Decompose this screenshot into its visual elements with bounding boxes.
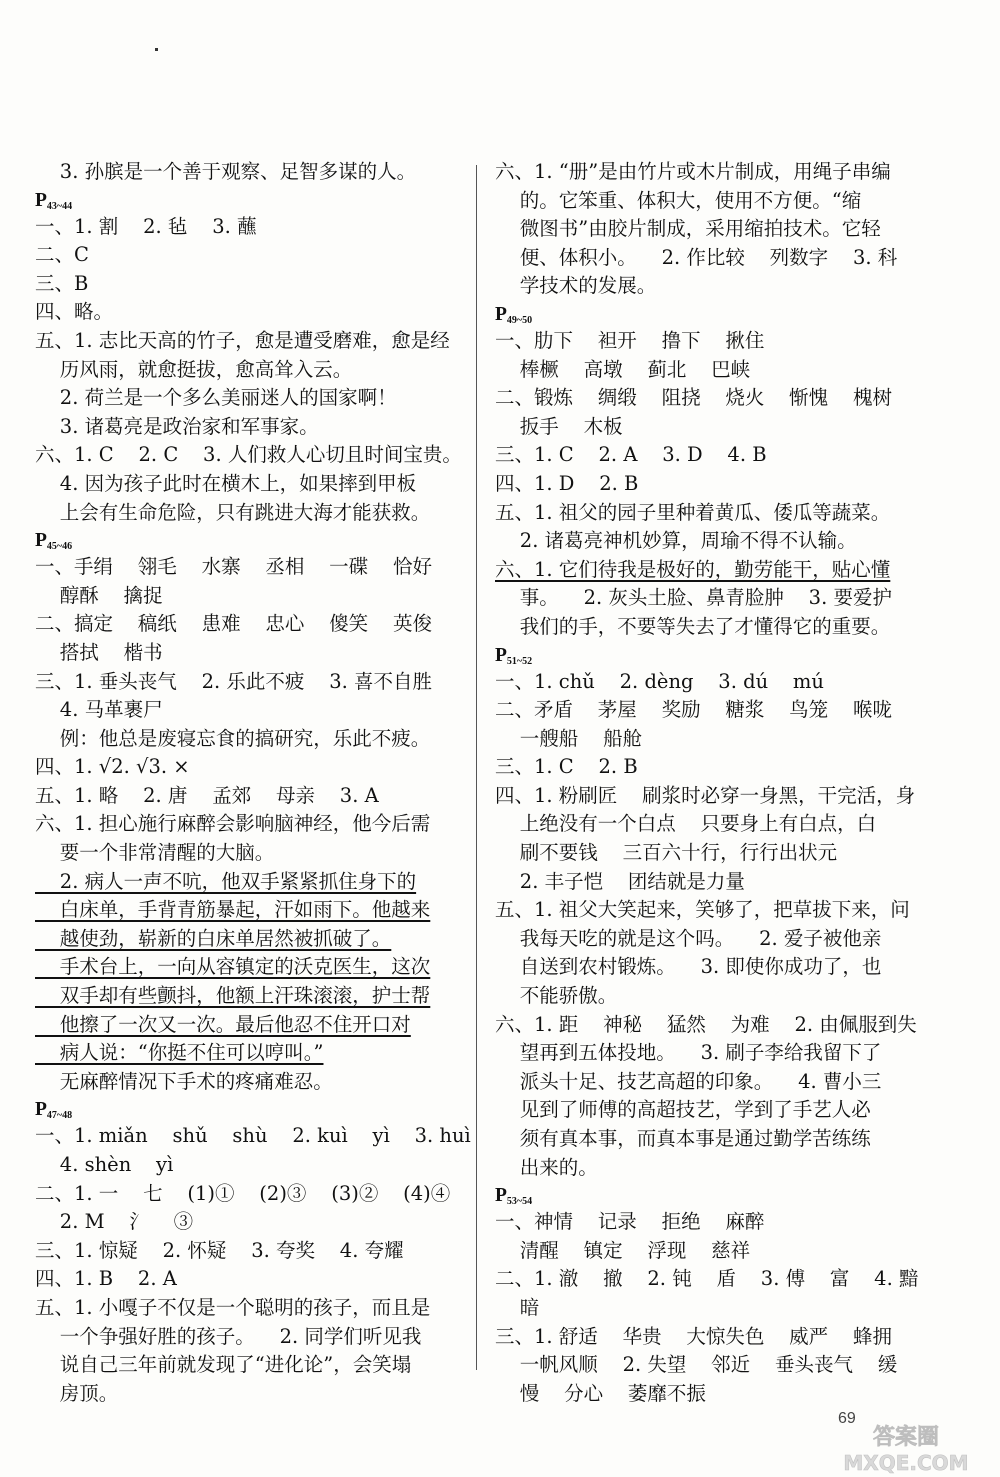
answer-line: [35, 1011, 460, 1040]
answer-text: 我每天吃的就是这个吗。 2. 爱子被他亲: [495, 926, 882, 950]
answer-line: [35, 1294, 460, 1323]
page-number: 69: [838, 1410, 856, 1427]
answer-line: [35, 610, 460, 639]
section-heading: [495, 303, 925, 327]
heading-page-range: 49~50: [506, 314, 533, 326]
answer-text: 五、1. 志比天高的竹子，愈是遭受磨难，愈是经: [35, 328, 450, 352]
answer-text: 越使劲，崭新的白床单居然被抓破了。: [35, 926, 392, 950]
answer-line: [35, 753, 460, 782]
answer-text: 二、1. 一 七 (1)① (2)③ (3)② (4)④: [35, 1181, 451, 1205]
answer-text: 4. 因为孩子此时在横木上，如果摔到甲板: [35, 471, 417, 495]
answer-line: [35, 327, 460, 356]
answer-text: 五、1. 祖父大笑起来，笑够了，把草拔下来，问: [495, 898, 910, 922]
column-divider: [476, 165, 477, 1370]
answer-text: 房顶。: [35, 1381, 119, 1405]
answer-line: [35, 810, 460, 839]
stray-dot: [155, 48, 158, 51]
heading-p: P: [35, 530, 47, 552]
answer-line: [35, 896, 460, 925]
answer-text: 一帆风顺 2. 失望 邻近 垂头丧气 缓: [495, 1353, 898, 1377]
answer-text: 要一个非常清醒的大脑。: [35, 841, 275, 865]
answer-line: [35, 213, 460, 242]
answer-line: [495, 187, 925, 216]
answer-text: 五、1. 略 2. 唐 孟郊 母亲 3. A: [35, 783, 379, 807]
answer-line: [495, 696, 925, 725]
answer-line: [495, 1125, 925, 1154]
answer-line: [35, 553, 460, 582]
answer-line: [35, 782, 460, 811]
answer-text: 2. 诸葛亮神机妙算，周瑜不得不认输。: [495, 529, 857, 553]
answer-text: 一、手绢 翎毛 水寨 丞相 一碟 恰好: [35, 555, 432, 579]
answer-line: [495, 499, 925, 528]
answer-line: [35, 1122, 471, 1151]
section-heading: [495, 644, 925, 668]
answer-text: 四、1. √2. √3. ×: [35, 755, 190, 779]
answer-text: 六、1. 距 神秘 猛然 为难 2. 由佩服到失: [495, 1012, 917, 1036]
answer-text: 搭拭 楷书: [35, 640, 163, 664]
answer-line: [495, 244, 925, 273]
answer-text: 双手却有些颤抖，他额上汗珠滚滚，护士帮: [35, 984, 431, 1008]
answer-line: [495, 810, 925, 839]
answer-line: [35, 839, 460, 868]
answer-line: [495, 725, 925, 754]
answer-line: [35, 582, 460, 611]
answer-line: [495, 953, 925, 982]
answer-line: [35, 982, 460, 1011]
answer-line: [495, 327, 925, 356]
answer-text: 刷不要钱 三百六十行，行行出状元: [495, 841, 838, 865]
answer-text: 例：他总是废寝忘食的搞研究，乐此不疲。: [35, 726, 431, 750]
answer-line: [495, 782, 925, 811]
answer-line: [495, 1237, 925, 1266]
heading-page-range: 53~54: [506, 1196, 533, 1208]
answer-text: 三、1. 惊疑 2. 怀疑 3. 夸奖 4. 夸耀: [35, 1238, 404, 1262]
left-column: [35, 158, 471, 1408]
heading-p: P: [35, 189, 47, 211]
answer-text: 3. 孙膑是一个善于观察、足智多谋的人。: [35, 160, 417, 183]
answer-text: 扳手 木板: [495, 414, 623, 438]
answer-line: [35, 413, 460, 442]
watermark-logo: [820, 1420, 992, 1475]
answer-line: [495, 1011, 925, 1040]
answer-text: 五、1. 祖父的园子里种着黄瓜、倭瓜等蔬菜。: [495, 500, 891, 524]
answer-line: [35, 1039, 460, 1068]
section-heading: [35, 189, 460, 213]
answer-text: 病人说：“你挺不住可以哼叫。”: [35, 1041, 324, 1065]
answer-line: [495, 868, 925, 897]
answer-text: 棒橛 高墩 蓟北 巴峡: [495, 357, 751, 381]
answer-line: [35, 499, 460, 528]
answer-text: 六、1. 担心施行麻醉会影响脑神经，他今后需: [35, 812, 431, 836]
answer-text: 三、1. 垂头丧气 2. 乐此不疲 3. 喜不自胜: [35, 669, 432, 693]
answer-line: [495, 441, 925, 470]
section-heading: [35, 529, 460, 553]
heading-p: P: [495, 644, 507, 666]
answer-line: [495, 896, 925, 925]
answer-text: 2. 丰子恺 团结就是力量: [495, 869, 745, 893]
answer-text: 的。它笨重、体积大，使用不方便。“缩: [495, 188, 862, 212]
answer-text: 醇酥 擒捉: [35, 583, 163, 607]
heading-p: P: [35, 1099, 47, 1121]
answer-text: 一艘船 船舱: [495, 726, 643, 750]
answer-line: [495, 839, 925, 868]
answer-text: 事。 2. 灰头土脸、鼻青脸肿 3. 要爱护: [495, 586, 892, 610]
answer-line: [495, 1351, 925, 1380]
answer-line: [495, 668, 925, 697]
answer-line: [495, 1380, 925, 1409]
answer-text: 四、1. 粉刷匠 刷浆时必穿一身黑，干完活，身: [495, 783, 916, 807]
answer-line: [495, 1208, 925, 1237]
answer-line: [35, 1068, 460, 1097]
answer-line: [35, 668, 460, 697]
answer-line: [35, 953, 460, 982]
answer-text: 四、1. B 2. A: [35, 1267, 177, 1291]
answer-line: [35, 298, 460, 327]
answer-line: [35, 1151, 460, 1180]
answer-text: 一、1. miǎn shǔ shù 2. kuì yì 3. huì: [35, 1124, 471, 1148]
answer-line: [35, 925, 460, 954]
answer-line: [495, 925, 925, 954]
answer-line: [35, 241, 460, 270]
answer-text: 他擦了一次又一次。最后他忍不住开口对: [35, 1012, 411, 1036]
answer-line: [35, 384, 460, 413]
answer-text: 二、锻炼 绸缎 阻挠 烧火 惭愧 槐树: [495, 386, 892, 410]
answer-line: [35, 1380, 460, 1409]
answer-line: [495, 613, 925, 642]
answer-line: [35, 1351, 460, 1380]
answer-line: [35, 1208, 460, 1237]
answer-line: [495, 1068, 925, 1097]
answer-line: [495, 470, 925, 499]
answer-text: 暗: [495, 1295, 540, 1319]
answer-line: [35, 356, 460, 385]
answer-text: 3. 诸葛亮是政治家和军事家。: [35, 414, 319, 438]
answer-text: 望再到五体投地。 3. 刷子李给我留下了: [495, 1041, 882, 1065]
answer-text: 六、1. “册”是由竹片或木片制成，用绳子串编: [495, 160, 891, 183]
answer-text: 三、1. 舒适 华贵 大惊失色 威严 蜂拥: [495, 1324, 892, 1348]
answer-text: 2. M 氵 ③: [35, 1210, 194, 1234]
answer-text: 上会有生命危险，只有跳进大海才能获救。: [35, 500, 431, 524]
answer-line: [35, 441, 460, 470]
answer-text: 四、略。: [35, 300, 114, 324]
watermark-bottom: MXQE.COM: [843, 1451, 969, 1475]
right-column: [495, 158, 925, 1408]
answer-line: [495, 1096, 925, 1125]
answer-line: [35, 158, 460, 187]
answer-line: [35, 1180, 460, 1209]
answer-text: 历风雨，就愈挺拔，愈高耸入云。: [35, 357, 353, 381]
answer-line: [495, 982, 925, 1011]
answer-text: 二、矛盾 茅屋 奖励 糖浆 鸟笼 喉咙: [495, 698, 892, 722]
answer-text: 2. 荷兰是一个多么美丽迷人的国家啊！: [35, 386, 397, 410]
answer-text: 二、1. 澈 撤 2. 钝 盾 3. 傅 富 4. 黯: [495, 1267, 919, 1291]
answer-text: 派头十足、技艺高超的印象。 4. 曹小三: [495, 1069, 882, 1093]
answer-text: 我们的手，不要等失去了才懂得它的重要。: [495, 614, 891, 638]
answer-text: 说自己三年前就发现了“进化论”，会笑塌: [35, 1353, 412, 1377]
section-heading: [35, 1098, 460, 1122]
answer-text: 三、1. C 2. A 3. D 4. B: [495, 443, 767, 467]
answer-line: [35, 696, 460, 725]
answer-text: 四、1. D 2. B: [495, 471, 639, 495]
answer-line: [495, 215, 925, 244]
answer-line: [495, 584, 925, 613]
answer-line: [495, 1294, 925, 1323]
answer-line: [495, 1039, 925, 1068]
answer-line: [495, 556, 925, 585]
answer-line: [35, 639, 460, 668]
heading-p: P: [495, 1185, 507, 1207]
answer-line: [35, 470, 460, 499]
answer-line: [495, 1154, 925, 1183]
answer-text: 须有真本事，而真本事是通过勤学苦练练: [495, 1127, 871, 1150]
answer-text: 白床单，手背青筋暴起，汗如雨下。他越来: [35, 898, 431, 922]
answer-line: [495, 1265, 925, 1294]
answer-text: 二、搞定 稿纸 患难 忠心 傻笑 英俊: [35, 612, 432, 636]
answer-text: 一、肋下 袒开 撸下 揪住: [495, 328, 765, 352]
answer-text: 二、C: [35, 243, 89, 267]
heading-page-range: 45~46: [46, 541, 73, 553]
heading-page-range: 51~52: [506, 655, 533, 667]
answer-line: [495, 272, 925, 301]
answer-text: 六、1. 它们待我是极好的，勤劳能干，贴心懂: [495, 557, 891, 581]
answer-line: [495, 413, 925, 442]
answer-text: 六、1. C 2. C 3. 人们救人心切且时间宝贵。: [35, 443, 462, 467]
answer-text: 清醒 镇定 浮现 慈祥: [495, 1238, 751, 1262]
answer-text: 微图书”由胶片制成，采用缩拍技术。它轻: [495, 217, 881, 241]
answer-text: 上绝没有一个白点 只要身上有白点，白: [495, 812, 877, 836]
heading-p: P: [495, 303, 507, 325]
answer-text: 出来的。: [495, 1155, 598, 1179]
answer-text: 自送到农村锻炼。 3. 即使你成功了，也: [495, 955, 882, 979]
answer-text: 便、体积小。 2. 作比较 列数字 3. 科: [495, 245, 898, 269]
answer-text: 五、1. 小嘎子不仅是一个聪明的孩子，而且是: [35, 1295, 431, 1319]
answer-text: 慢 分心 萎靡不振: [495, 1381, 706, 1405]
answer-line: [495, 527, 925, 556]
answer-line: [35, 725, 460, 754]
answer-text: 一、1. 割 2. 毡 3. 蘸: [35, 214, 257, 238]
answer-text: 2. 病人一声不吭，他双手紧紧抓住身下的: [35, 869, 417, 893]
answer-text: 4. shèn yì: [35, 1153, 174, 1176]
section-heading: [495, 1184, 925, 1208]
answer-text: 无麻醉情况下手术的疼痛难忍。: [35, 1069, 333, 1093]
answer-line: [35, 868, 460, 897]
answer-line: [495, 384, 925, 413]
answer-text: 一个争强好胜的孩子。 2. 同学们听见我: [35, 1324, 422, 1348]
answer-line: [35, 270, 460, 299]
answer-text: 见到了师傅的高超技艺，学到了手艺人必: [495, 1098, 871, 1122]
answer-line: [35, 1323, 460, 1352]
answer-line: [495, 158, 925, 187]
answer-text: 一、1. chǔ 2. dèng 3. dú mú: [495, 669, 824, 693]
answer-text: 三、1. C 2. B: [495, 755, 638, 779]
answer-line: [495, 1323, 925, 1352]
heading-page-range: 47~48: [46, 1110, 73, 1122]
answer-text: 手术台上，一向从容镇定的沃克医生，这次: [35, 955, 431, 979]
heading-page-range: 43~44: [46, 200, 73, 212]
answer-text: 4. 马革裹尸: [35, 698, 163, 722]
watermark-top: 答案圈: [872, 1425, 940, 1450]
answer-text: 一、神情 记录 拒绝 麻醉: [495, 1210, 765, 1234]
answer-text: 不能骄傲。: [495, 984, 618, 1008]
answer-line: [35, 1237, 460, 1266]
answer-line: [495, 356, 925, 385]
answer-line: [495, 753, 925, 782]
answer-text: 三、B: [35, 271, 89, 295]
answer-text: 学技术的发展。: [495, 274, 657, 298]
answer-line: [35, 1265, 460, 1294]
